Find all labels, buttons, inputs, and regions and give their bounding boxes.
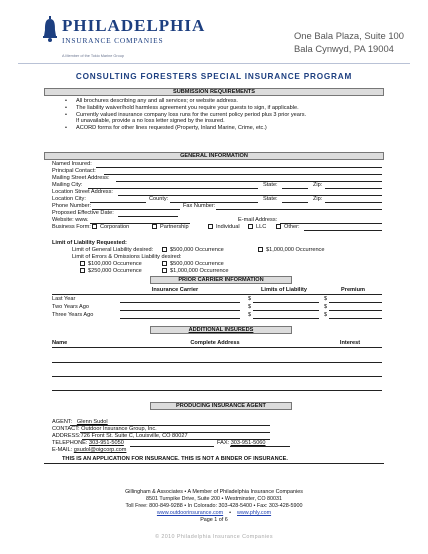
prior-carrier-header: PRIOR CARRIER INFORMATION xyxy=(150,276,292,284)
named-insured-field[interactable] xyxy=(96,167,382,168)
two-years-carrier-field[interactable] xyxy=(120,310,240,311)
llc-label: LLC xyxy=(256,224,267,230)
row-label-two-years-ago: Two Years Ago xyxy=(52,304,90,310)
general-information-header: GENERAL INFORMATION xyxy=(44,152,384,160)
eo-1m-label: $1,000,000 Occurrence xyxy=(170,268,229,274)
effective-date-field[interactable] xyxy=(118,216,178,217)
individual-label: Individual xyxy=(216,224,240,230)
phly-link[interactable]: www.phly.com xyxy=(237,510,272,516)
limits-column-header: Limits of Liability xyxy=(261,287,307,293)
agent-name: Glenn Sudol xyxy=(76,419,108,425)
footer-links xyxy=(0,510,428,517)
disclaimer: THIS IS AN APPLICATION FOR INSURANCE. THIS IS NOT A BINDER OF INSURANCE. xyxy=(62,456,288,462)
errors-omissions-label: Limit of Errors & Omissions Liability desired: xyxy=(72,254,182,260)
other-label: Other: xyxy=(284,224,300,230)
phone-label: Phone Number: xyxy=(52,203,92,209)
additional-insured-row-1[interactable] xyxy=(52,362,382,363)
agent-fax-value: 303-951-5060 xyxy=(230,440,266,446)
mailing-street-label: Mailing Street Address: xyxy=(52,175,110,181)
principal-contact-label: Principal Contact: xyxy=(52,168,96,174)
outdoor-insurance-link[interactable]: www.outdoorinsurance.com xyxy=(156,510,224,516)
currency-symbol: $ xyxy=(248,304,252,310)
list-item: • The liability waiver/hold harmless agreement you require your guests to sign, if applicable. xyxy=(62,105,382,111)
location-city-label: Location City: xyxy=(52,196,86,202)
other-field[interactable] xyxy=(304,230,382,231)
last-year-carrier-field[interactable] xyxy=(120,302,240,303)
gl-500k-checkbox[interactable] xyxy=(162,247,167,252)
mailing-city-label: Mailing City: xyxy=(52,182,83,188)
three-years-limits-field[interactable] xyxy=(253,318,319,319)
email-label: E-mail Address: xyxy=(238,217,278,223)
row-label-last-year: Last Year xyxy=(52,296,76,302)
telephone-row: TELEPHONE: 303-951-5050 xyxy=(52,440,124,446)
copyright-trademark: © 2010 Philadelphia Insurance Companies xyxy=(155,534,273,540)
other-checkbox[interactable] xyxy=(276,224,281,229)
two-years-limits-field[interactable] xyxy=(253,310,319,311)
premium-column-header: Premium xyxy=(341,287,365,293)
mailing-zip-label: Zip: xyxy=(313,182,323,188)
location-state-label: State: xyxy=(263,196,278,202)
agent-fax-row: FAX: 303-951-5060 xyxy=(217,440,266,446)
three-years-carrier-field[interactable] xyxy=(120,318,240,319)
partnership-checkbox[interactable] xyxy=(152,224,157,229)
page-number: Page 1 of 6 xyxy=(200,517,228,523)
currency-symbol: $ xyxy=(324,312,328,318)
business-form-label: Business Form: xyxy=(52,224,91,230)
location-zip-label: Zip: xyxy=(313,196,323,202)
agent-row: AGENT: Glenn Sudol xyxy=(52,419,108,425)
page-title: CONSULTING FORESTERS SPECIAL INSURANCE PROGRAM xyxy=(75,72,353,81)
footer-line-3: Toll Free: 800-849-9288 • In Colorado: 303-428-5400 • Fax: 303-428-5900 xyxy=(125,503,303,509)
list-item: • All brochures describing any and all services; or website address. xyxy=(62,98,382,104)
fax-field[interactable] xyxy=(216,209,382,210)
eo-500k-label: $500,000 Occurrence xyxy=(170,261,224,267)
producing-agent-header: PRODUCING INSURANCE AGENT xyxy=(150,402,292,410)
limit-of-liability-heading: Limit of Liability Requested: xyxy=(52,240,127,246)
brand-name: PHILADELPHIA xyxy=(62,16,206,35)
two-years-premium-field[interactable] xyxy=(329,310,382,311)
liberty-bell-logo-icon xyxy=(42,16,58,44)
last-year-limits-field[interactable] xyxy=(253,302,319,303)
county-label: County: xyxy=(149,196,169,202)
telephone-value: 303-951-5050 xyxy=(89,440,124,446)
eo-100k-checkbox[interactable] xyxy=(80,261,85,266)
eo-100k-label: $100,000 Occurrence xyxy=(88,261,142,267)
general-liability-label: Limit of General Liability desired: xyxy=(72,247,154,253)
submission-requirements-header: SUBMISSION REQUIREMENTS xyxy=(44,88,384,96)
interest-column-header: Interest xyxy=(339,340,361,346)
footer-line-1: Gillingham & Associates • A Member of Philadelphia Insurance Companies xyxy=(125,489,303,495)
website-label: Website: www. xyxy=(52,217,89,223)
address-line-2: Bala Cynwyd, PA 19004 xyxy=(294,42,394,54)
brand-member-note: A Member of the Tokio Marine Group xyxy=(62,54,124,58)
llc-checkbox[interactable] xyxy=(248,224,253,229)
mailing-city-field[interactable] xyxy=(88,188,258,189)
currency-symbol: $ xyxy=(324,296,328,302)
mailing-state-field[interactable] xyxy=(282,188,308,189)
agent-email-link[interactable]: gsudol@oigcorp.com xyxy=(73,447,127,453)
brand-wordmark xyxy=(62,16,205,45)
carrier-column-header: Insurance Carrier xyxy=(151,287,199,293)
agent-email-row: E-MAIL: gsudol@oigcorp.com xyxy=(52,447,127,453)
address-value: 726 Front St. Suite C, Louisville, CO 80027 xyxy=(80,433,188,439)
address-column-header: Complete Address xyxy=(190,340,240,346)
eo-250k-checkbox[interactable] xyxy=(80,268,85,273)
three-years-premium-field[interactable] xyxy=(329,318,382,319)
additional-insured-row-2[interactable] xyxy=(52,376,382,377)
footer-line-2: 8501 Turnpike Drive, Suite 200 • Westminster, CO 80031 xyxy=(145,496,283,502)
location-street-label: Location Street Address: xyxy=(52,189,113,195)
location-zip-field[interactable] xyxy=(325,202,382,203)
gl-1m-label: $1,000,000 Occurrence xyxy=(266,247,325,253)
list-item: • Currently valued insurance company loss runs for the current policy period plus 3 prior years. If unavailable, provide a no loss letter signed by the insured. xyxy=(62,112,382,125)
additional-insureds-header: ADDITIONAL INSUREDS xyxy=(150,326,292,334)
partnership-label: Partnership xyxy=(160,224,189,230)
eo-500k-checkbox[interactable] xyxy=(162,261,167,266)
currency-symbol: $ xyxy=(248,296,252,302)
currency-symbol: $ xyxy=(324,304,328,310)
submission-requirements-list xyxy=(62,98,382,132)
currency-symbol: $ xyxy=(248,312,252,318)
fax-label: Fax Number: xyxy=(183,203,216,209)
prior-carrier-header-rule xyxy=(52,294,382,295)
gl-500k-label: $500,000 Occurrence xyxy=(170,247,224,253)
mailing-zip-field[interactable] xyxy=(325,188,382,189)
corporation-checkbox[interactable] xyxy=(92,224,97,229)
company-address xyxy=(294,30,404,55)
link-separator: • xyxy=(229,510,232,516)
address-row: ADDRESS:726 Front St. Suite C, Louisville, CO 80027 xyxy=(52,433,188,439)
corporation-label: Corporation xyxy=(100,224,130,230)
brand-subtitle: INSURANCE COMPANIES xyxy=(62,35,164,45)
additional-insured-row-3[interactable] xyxy=(52,390,382,391)
effective-date-label: Proposed Effective Date: xyxy=(52,210,114,216)
row-label-three-years-ago: Three Years Ago xyxy=(52,312,94,318)
individual-checkbox[interactable] xyxy=(208,224,213,229)
named-insured-label: Named Insured: xyxy=(52,161,92,167)
location-state-field[interactable] xyxy=(282,202,308,203)
gl-1m-checkbox[interactable] xyxy=(258,247,263,252)
mailing-street-field[interactable] xyxy=(116,181,382,182)
eo-250k-label: $250,000 Occurrence xyxy=(88,268,142,274)
additional-header-rule xyxy=(52,347,382,348)
disclaimer-rule xyxy=(44,463,384,464)
header-divider xyxy=(18,63,410,64)
last-year-premium-field[interactable] xyxy=(329,302,382,303)
telephone-field xyxy=(130,446,214,447)
contact-row: CONTACT: Outdoor Insurance Group, Inc. xyxy=(52,426,157,432)
list-item: • ACORD forms for other lines requested (Property, Inland Marine, Crime, etc.) xyxy=(62,125,382,131)
agent-fax-field xyxy=(230,446,290,447)
address-line-1: One Bala Plaza, Suite 100 xyxy=(294,30,404,41)
principal-contact-field[interactable] xyxy=(104,174,382,175)
location-city-field[interactable] xyxy=(90,202,146,203)
name-column-header: Name xyxy=(52,340,68,346)
eo-1m-checkbox[interactable] xyxy=(162,268,167,273)
contact-value: Outdoor Insurance Group, Inc. xyxy=(81,426,157,432)
mailing-state-label: State: xyxy=(263,182,278,188)
